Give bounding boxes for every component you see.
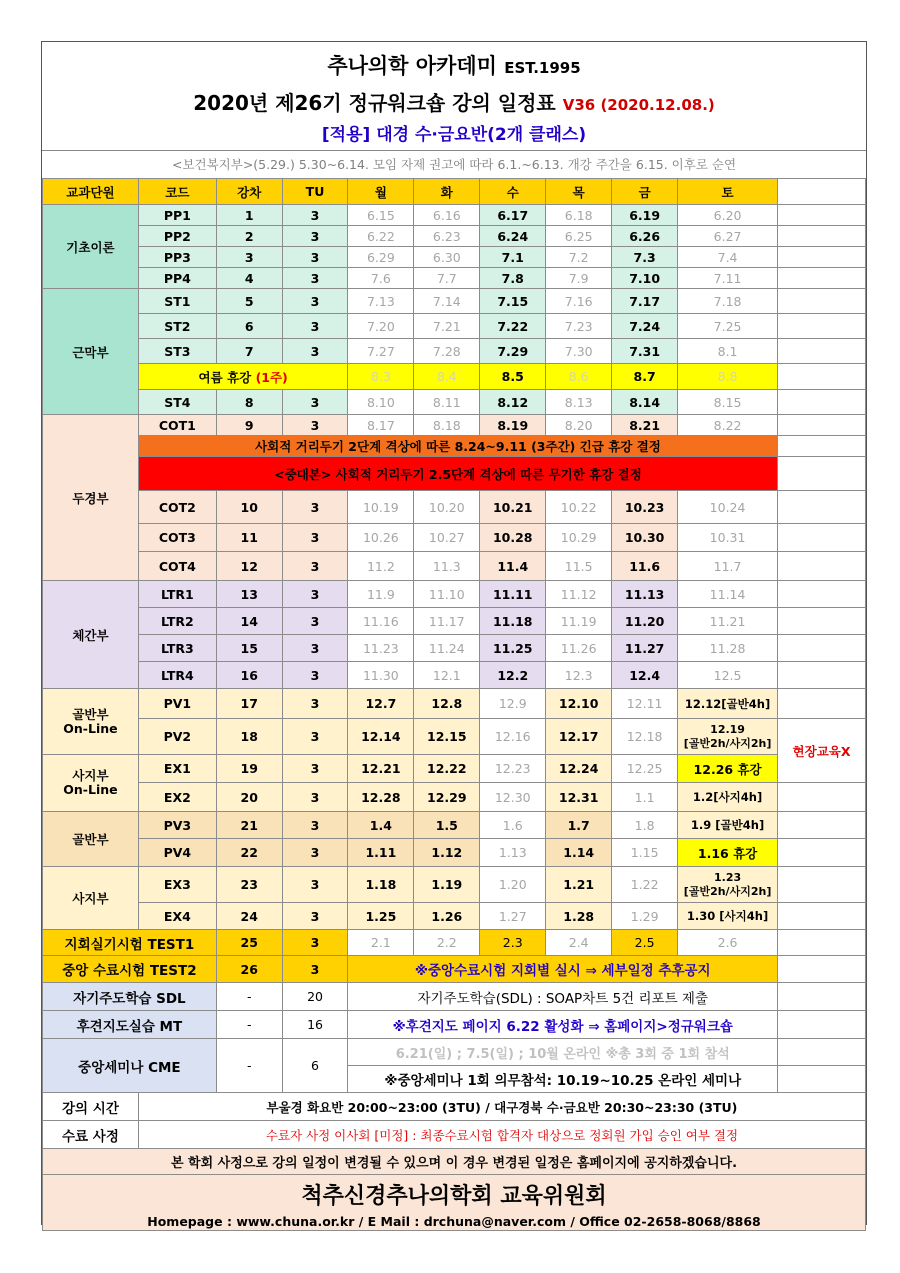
version-label: V36 (2020.12.08.) bbox=[562, 96, 715, 114]
academy-title bbox=[42, 50, 866, 80]
col-wed: 수 bbox=[480, 179, 546, 205]
table-row: LTR3 15 3 11.23 11.24 11.25 11.26 11.27 11.28 bbox=[43, 635, 866, 662]
mt-row: 후견지도실습 MT - 16 ※후견지도 페이지 6.22 활성화 ⇒ 홈페이지>정규워크숍 bbox=[43, 1011, 866, 1039]
table-row: 사지부 On-Line EX1 19 3 12.21 12.22 12.23 12.24 12.25 12.26 휴강 bbox=[43, 755, 866, 783]
unit-pelvis-online: 골반부 On-Line bbox=[43, 689, 139, 755]
organization-name: 척추신경추나의학회 교육위원회 bbox=[301, 1184, 607, 1209]
table-row: 두경부 COT1 9 3 8.17 8.18 8.19 8.20 8.21 8.22 bbox=[43, 415, 866, 436]
table-header bbox=[43, 179, 866, 205]
table-row: EX4 24 3 1.25 1.26 1.27 1.28 1.29 1.30 [사지4h] bbox=[43, 903, 866, 930]
unit-muscle: 근막부 bbox=[43, 289, 139, 415]
table-row: COT2 10 3 10.19 10.20 10.21 10.22 10.23 10.24 bbox=[43, 491, 866, 524]
col-mon: 월 bbox=[348, 179, 414, 205]
test2-row: 중앙 수료시험 TEST2 26 3 ※중앙수료시험 지회별 실시 ⇒ 세부일정 추후공지 bbox=[43, 956, 866, 983]
col-thu: 목 bbox=[546, 179, 612, 205]
summer-break-label: 여름 휴강 (1주) bbox=[138, 364, 348, 390]
footer-org-row bbox=[43, 1175, 866, 1231]
table-row: PP3 3 3 6.29 6.30 7.1 7.2 7.3 7.4 bbox=[43, 247, 866, 268]
table-row: EX2 20 3 12.28 12.29 12.30 12.31 1.1 1.2[사지4h] bbox=[43, 783, 866, 812]
col-fri: 금 bbox=[612, 179, 678, 205]
summer-break-row: 여름 휴강 (1주) 8.3 8.4 8.5 8.6 8.7 8.8 bbox=[43, 364, 866, 390]
table-row: ST3 7 3 7.27 7.28 7.29 7.30 7.31 8.1 bbox=[43, 339, 866, 364]
table-row: ST2 6 3 7.20 7.21 7.22 7.23 7.24 7.25 bbox=[43, 314, 866, 339]
table-row: COT3 11 3 10.26 10.27 10.28 10.29 10.30 10.31 bbox=[43, 524, 866, 552]
time-row: 강의 시간 부울경 화요반 20:00~23:00 (3TU) / 대구경북 수·금요반 20:30~23:30 (3TU) bbox=[43, 1093, 866, 1121]
table-row: PV4 22 3 1.11 1.12 1.13 1.14 1.15 1.16 휴강 bbox=[43, 839, 866, 867]
contact-info: Homepage : www.chuna.or.kr / E Mail : drchuna@naver.com / Office 02-2658-8068/8868 bbox=[147, 1214, 761, 1229]
col-no: 강차 bbox=[216, 179, 282, 205]
table-row: ST4 8 3 8.10 8.11 8.12 8.13 8.14 8.15 bbox=[43, 390, 866, 415]
onsite-note: 현장교육X bbox=[778, 719, 866, 783]
schedule-title bbox=[42, 87, 866, 116]
col-tu: TU bbox=[282, 179, 348, 205]
test1-row: 지회실기시험 TEST1 25 3 2.1 2.2 2.3 2.4 2.5 2.6 bbox=[43, 930, 866, 956]
table-row: 사지부 EX3 23 3 1.18 1.19 1.20 1.21 1.22 1.23 [골반2h/사지2h] bbox=[43, 867, 866, 903]
table-row: COT4 12 3 11.2 11.3 11.4 11.5 11.6 11.7 bbox=[43, 552, 866, 581]
table-row: 골반부 On-Line PV1 17 3 12.7 12.8 12.9 12.10 12.11 12.12[골반4h] bbox=[43, 689, 866, 719]
cme-row: 중앙세미나 CME - 6 6.21(일) ; 7.5(일) ; 10월 온라인 ※총 3회 중 1회 참석 bbox=[43, 1039, 866, 1066]
unit-limb: 사지부 bbox=[43, 867, 139, 930]
table-row: 근막부 ST1 5 3 7.13 7.14 7.15 7.16 7.17 7.18 bbox=[43, 289, 866, 314]
applied-class: [적용] 대경 수·금요반(2개 클래스) bbox=[321, 125, 587, 145]
academy-name: 추나의학 아카데미 bbox=[327, 54, 497, 78]
schedule-page bbox=[41, 41, 867, 1229]
banner-orange-row bbox=[43, 436, 866, 457]
cme-row-2: ※중앙세미나 1회 의무참석: 10.19~10.25 온라인 세미나 bbox=[43, 1066, 866, 1093]
table-row: LTR2 14 3 11.16 11.17 11.18 11.19 11.20 11.21 bbox=[43, 608, 866, 635]
postpone-note: <보건복지부>(5.29.) 5.30~6.14. 모임 자제 권고에 따라 6.1.~6.13. 개강 주간을 6.15. 이후로 순연 bbox=[42, 150, 866, 178]
schedule-subtitle: 2020년 제26기 정규워크숍 강의 일정표 bbox=[193, 91, 556, 115]
table-row: PV2 18 3 12.14 12.15 12.16 12.17 12.18 12.19 [골반2h/사지2h] 현장교육X bbox=[43, 719, 866, 755]
col-code: 코드 bbox=[138, 179, 216, 205]
unit-head: 두경부 bbox=[43, 415, 139, 581]
table-row: PP4 4 3 7.6 7.7 7.8 7.9 7.10 7.11 bbox=[43, 268, 866, 289]
table-row: 체간부 LTR1 13 3 11.9 11.10 11.11 11.12 11.13 11.14 bbox=[43, 581, 866, 608]
table-row: 골반부 PV3 21 3 1.4 1.5 1.6 1.7 1.8 1.9 [골반4h] bbox=[43, 812, 866, 839]
unit-trunk: 체간부 bbox=[43, 581, 139, 689]
est-year: EST.1995 bbox=[504, 59, 581, 77]
col-sat: 토 bbox=[678, 179, 778, 205]
table-row: PP2 2 3 6.22 6.23 6.24 6.25 6.26 6.27 bbox=[43, 226, 866, 247]
orange-banner: 사회적 거리두기 2단계 격상에 따른 8.24~9.11 (3주간) 긴급 휴강 결정 bbox=[138, 436, 777, 457]
unit-basic: 기초이론 bbox=[43, 205, 139, 289]
table-row: 기초이론 PP1 1 3 6.15 6.16 6.17 6.18 6.19 6.20 bbox=[43, 205, 866, 226]
sdl-row: 자기주도학습 SDL - 20 자기주도학습(SDL) : SOAP차트 5건 리포트 제출 bbox=[43, 983, 866, 1011]
cert-row: 수료 사정 수료자 사정 이사회 [미정] : 최종수료시험 합격자 대상으로 정회원 가입 승인 여부 결정 bbox=[43, 1121, 866, 1149]
col-tue: 화 bbox=[414, 179, 480, 205]
footer-notice-row: 본 학회 사정으로 강의 일정이 변경될 수 있으며 이 경우 변경된 일정은 홈페이지에 공지하겠습니다. bbox=[43, 1149, 866, 1175]
unit-limb-online: 사지부 On-Line bbox=[43, 755, 139, 812]
red-banner: <중대본> 사회적 거리두기 2.5단계 격상에 따른 무기한 휴강 결정 bbox=[138, 457, 777, 491]
schedule-table bbox=[42, 178, 866, 1231]
unit-pelvis: 골반부 bbox=[43, 812, 139, 867]
col-unit: 교과단원 bbox=[43, 179, 139, 205]
banner-red-row bbox=[43, 457, 866, 491]
table-row: LTR4 16 3 11.30 12.1 12.2 12.3 12.4 12.5 bbox=[43, 662, 866, 689]
